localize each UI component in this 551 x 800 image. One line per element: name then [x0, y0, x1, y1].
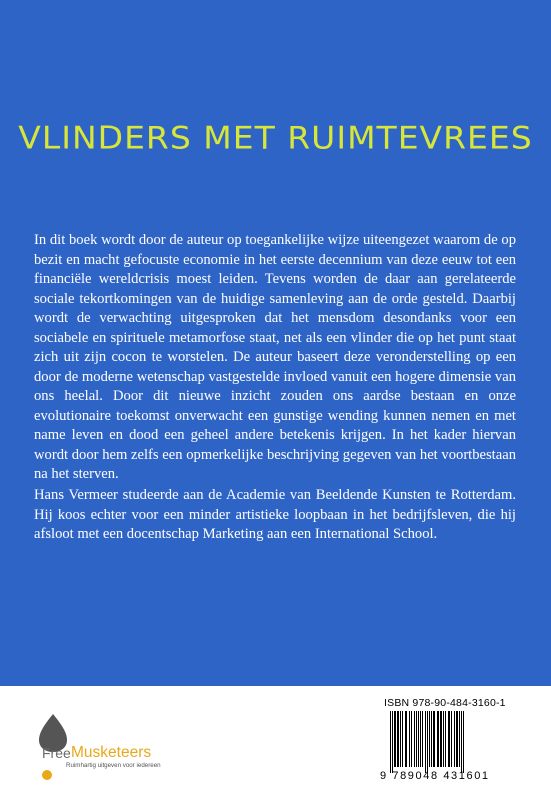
barcode-bar	[390, 711, 391, 773]
book-blurb: In dit boek wordt door de auteur op toegankelijke wijze uiteengezet waarom de op bezit en macht gefocuste economie in het eerste decennium van deze eeuw tot een financiële wereldcrisis moest leiden. Tevens worden de daar aan gerelateerde sociale tekortkomingen van de huidige samenleving aan de orde gesteld. Daarbij wordt de verwachting uitgesproken dat het mensdom desondanks voor een sociabele en spirituele metamorfose staat, net als een vlinder die op het punt staat zich uit zijn cocon te worstelen. De auteur baseert deze veronderstelling op een door de moderne wetenschap vastgestelde invloed vanuit een hogere dimensie van ons heelal. Door dit nieuwe inzicht zouden ons aardse bestaan en onze evolutionaire toekomst onverwacht een gunstige wending kunnen nemen en met name leven en dood een geheel andere betekenis krijgen. In het kader hiervan wordt door hem zelfs een opmerkelijke beschrijving gegeven van het voortbestaan na het sterven.	[34, 232, 516, 482]
barcode-bar	[411, 711, 412, 767]
barcode-bar	[397, 711, 399, 767]
barcode-bar	[431, 711, 432, 767]
author-bio: Hans Vermeer studeerde aan de Academie van Beeldende Kunsten te Rotterdam. Hij koos echter voor een minder artistieke loopbaan in het bedrijfsleven, die hij afsloot met een docentschap Marketing aan een International School.	[34, 487, 516, 542]
orange-dot-icon	[40, 768, 54, 782]
barcode-bar	[405, 711, 407, 767]
barcode-bar	[414, 711, 415, 767]
barcode-bar	[463, 711, 464, 773]
barcode-bar	[445, 711, 446, 767]
publisher-name-free: Free	[42, 745, 71, 761]
barcode-bar	[392, 711, 393, 773]
publisher-name-musketeers: Musketeers	[71, 744, 152, 761]
barcode-bar	[440, 711, 442, 767]
barcode-bar	[422, 711, 423, 767]
barcode-bar	[433, 711, 435, 767]
barcode-bar	[409, 711, 410, 767]
barcode-bar	[461, 711, 462, 773]
barcode-bar	[420, 711, 421, 767]
barcode-bar	[416, 711, 417, 767]
barcode-block	[380, 697, 515, 787]
barcode-bar	[443, 711, 444, 767]
barcode-bar	[448, 711, 450, 767]
publisher-logo	[36, 712, 196, 782]
publisher-tagline: Ruimhartig uitgeven voor iedereen	[66, 762, 161, 769]
barcode-bar	[459, 711, 460, 767]
barcode-bar	[454, 711, 455, 767]
barcode-bar	[418, 711, 419, 767]
barcode-bar	[451, 711, 452, 767]
book-title: VLINDERS MET RUIMTEVREES	[18, 118, 533, 157]
barcode-bar	[437, 711, 439, 767]
barcode-graphic	[384, 711, 510, 773]
barcode-bar	[394, 711, 396, 767]
isbn-label: ISBN 978-90-484-3160-1	[384, 697, 506, 709]
ean-digits: 9 789048 431601	[380, 770, 490, 782]
barcode-bar	[456, 711, 458, 767]
barcode-bar	[429, 711, 430, 767]
barcode-bar	[427, 711, 428, 773]
barcode-bar	[400, 711, 401, 767]
barcode-bar	[425, 711, 426, 773]
barcode-bar	[402, 711, 403, 767]
